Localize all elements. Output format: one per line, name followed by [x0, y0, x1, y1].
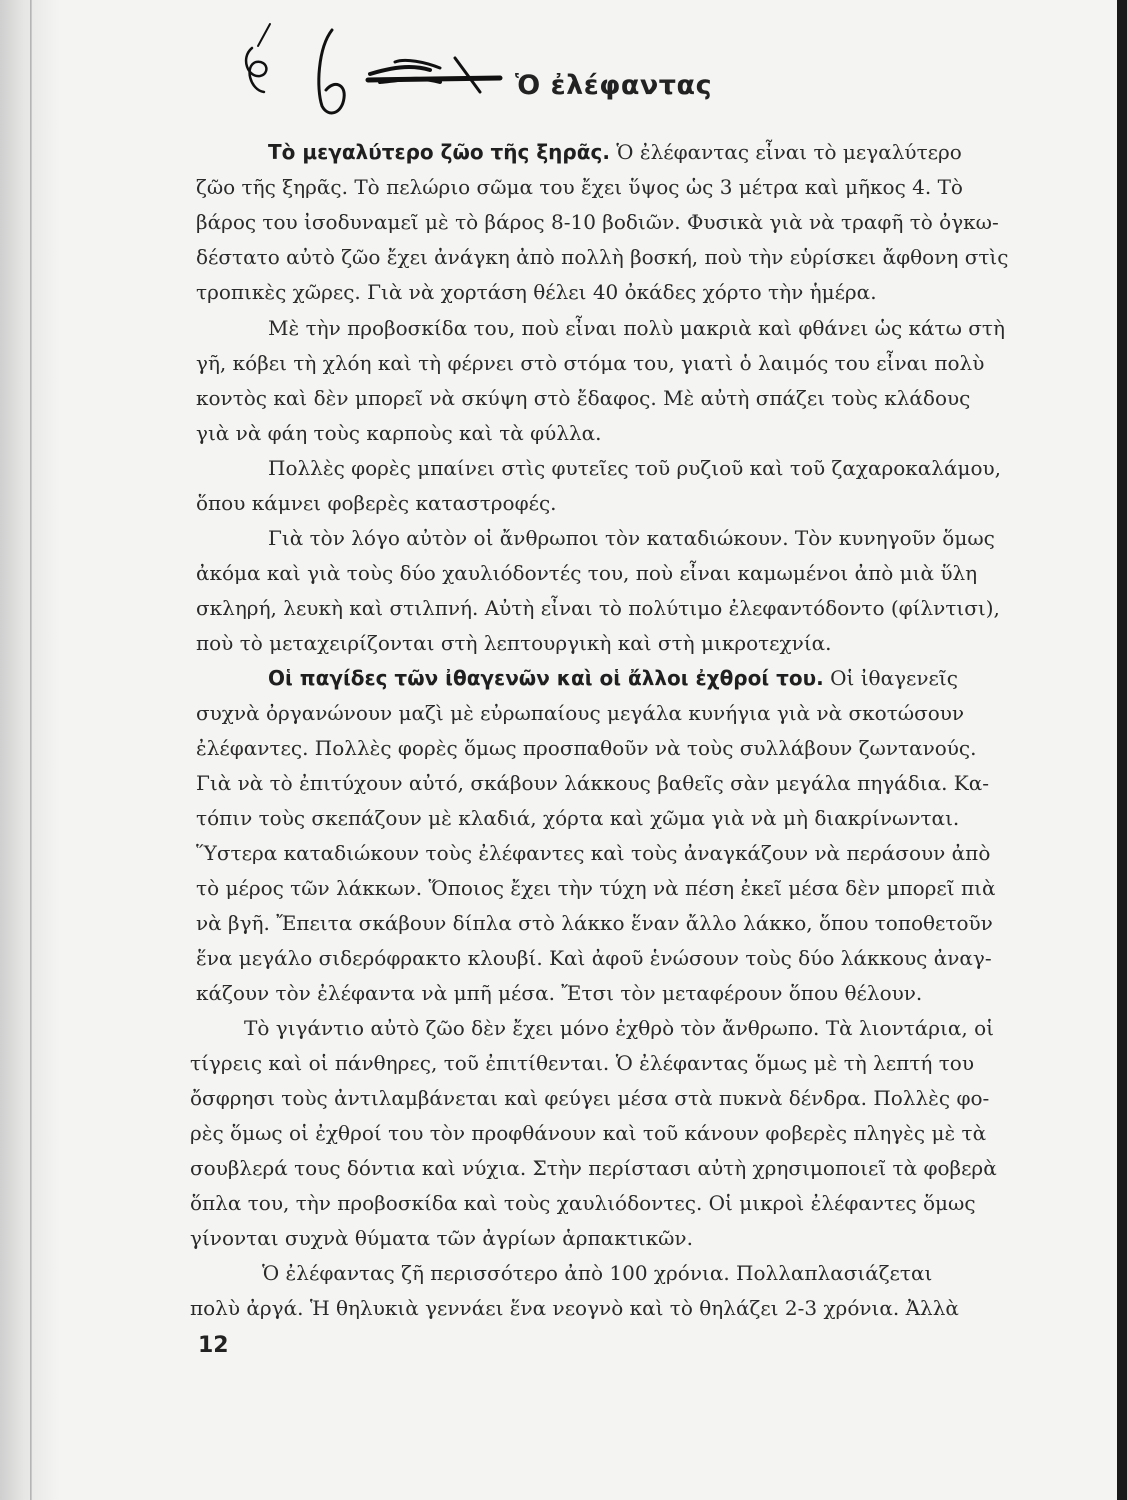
- text-line: ζῶο τῆς ξηρᾶς. Τὸ πελώριο σῶμα του ἔχει ὕψος ὡς 3 μέτρα καὶ μῆκος 4. Τὸ: [196, 175, 963, 199]
- text-line: γιὰ νὰ φάη τοὺς καρποὺς καὶ τὰ φύλλα.: [196, 421, 602, 445]
- text-line: νὰ βγῆ. Ἔπειτα σκάβουν δίπλα στὸ λάκκο ἕναν ἄλλο λάκκο, ὅπου τοποθετοῦν: [196, 911, 993, 935]
- text-line: γίνονται συχνὰ θύματα τῶν ἀγρίων ἁρπακτικῶν.: [190, 1226, 693, 1250]
- section-heading: Οἱ παγίδες τῶν ἰθαγενῶν καὶ οἱ ἄλλοι ἐχθροί του.: [268, 666, 824, 690]
- text-line: ὅπου κάμνει φοβερὲς καταστροφές.: [196, 491, 557, 515]
- text-line: τίγρεις καὶ οἱ πάνθηρες, τοῦ ἐπιτίθενται. Ὁ ἐλέφαντας ὅμως μὲ τὴ λεπτή του: [190, 1051, 974, 1075]
- text-line: ἕνα μεγάλο σιδερόφρακτο κλουβί. Καὶ ἀφοῦ ἑνώσουν τοὺς δύο λάκκους ἀναγ-: [196, 946, 992, 970]
- line-text: Ὁ ἐλέφαντας εἶναι τὸ μεγαλύτερο: [609, 140, 962, 164]
- section-heading: Τὸ μεγαλύτερο ζῶο τῆς ξηρᾶς.: [268, 140, 610, 164]
- text-line: ὅπλα του, τὴν προβοσκίδα καὶ τοὺς χαυλιόδοντες. Οἱ μικροὶ ἐλέφαντες ὅμως: [190, 1191, 976, 1215]
- text-line: [268, 142, 962, 162]
- text-line: τόπιν τοὺς σκεπάζουν μὲ κλαδιά, χόρτα καὶ χῶμα γιὰ νὰ μὴ διακρίνωνται.: [196, 806, 960, 830]
- text-line: ὄσφρησι τοὺς ἀντιλαμβάνεται καὶ φεύγει μέσα στὰ πυκνὰ δένδρα. Πολλὲς φο-: [190, 1086, 990, 1110]
- text-line: ρὲς ὅμως οἱ ἐχθροί του τὸν προφθάνουν καὶ τοῦ κάνουν φοβερὲς πληγὲς μὲ τὰ: [190, 1121, 987, 1145]
- text-line: κοντὸς καὶ δὲν μπορεῖ νὰ σκύψη στὸ ἔδαφος. Μὲ αὐτὴ σπάζει τοὺς κλάδους: [196, 386, 971, 410]
- text-line: συχνὰ ὀργανώνουν μαζὶ μὲ εὐρωπαίους μεγάλα κυνήγια γιὰ νὰ σκοτώσουν: [196, 701, 965, 725]
- text-line: βάρος του ἰσοδυναμεῖ μὲ τὸ βάρος 8-10 βοδιῶν. Φυσικὰ γιὰ νὰ τραφῆ τὸ ὀγκω-: [196, 210, 999, 234]
- text-line: σουβλερά τους δόντια καὶ νύχια. Στὴν περίστασι αὐτὴ χρησιμοποιεῖ τὰ φοβερὰ: [190, 1156, 997, 1180]
- line-text: Οἱ ἰθαγενεῖς: [823, 666, 958, 690]
- text-line: τροπικὲς χῶρες. Γιὰ νὰ χορτάση θέλει 40 ὀκάδες χόρτο τὴν ἡμέρα.: [196, 280, 877, 304]
- text-line: τὸ μέρος τῶν λάκκων. Ὅποιος ἔχει τὴν τύχη νὰ πέση ἐκεῖ μέσα δὲν μπορεῖ πιὰ: [196, 876, 996, 900]
- page-number: 12: [198, 1333, 229, 1358]
- page-title: Ὁ ἐλέφαντας: [515, 70, 713, 101]
- text-line: [268, 668, 958, 688]
- text-line: πολὺ ἀργά. Ἡ θηλυκιὰ γεννάει ἕνα νεογνὸ καὶ τὸ θηλάζει 2-3 χρόνια. Ἀλλὰ: [190, 1296, 959, 1320]
- text-line: δέστατο αὐτὸ ζῶο ἔχει ἀνάγκη ἀπὸ πολλὴ βοσκή, ποὺ τὴν εὑρίσκει ἄφθονη στὶς: [196, 245, 1009, 269]
- text-line: σκληρή, λευκὴ καὶ στιλπνή. Αὐτὴ εἶναι τὸ πολύτιμο ἐλεφαντόδοντο (φίλντισι),: [196, 596, 1000, 620]
- handwritten-annotation: [230, 18, 510, 128]
- page-stack-edges: [30, 0, 71, 1500]
- text-line: Τὸ γιγάντιο αὐτὸ ζῶο δὲν ἔχει μόνο ἐχθρὸ τὸν ἄνθρωπο. Τὰ λιοντάρια, οἱ: [244, 1016, 994, 1040]
- text-line: Ὕστερα καταδιώκουν τοὺς ἐλέφαντες καὶ τοὺς ἀναγκάζουν νὰ περάσουν ἀπὸ: [196, 841, 991, 865]
- text-line: κάζουν τὸν ἐλέφαντα νὰ μπῆ μέσα. Ἔτσι τὸν μεταφέρουν ὅπου θέλουν.: [196, 981, 923, 1005]
- text-line: Γιὰ τὸν λόγο αὐτὸν οἱ ἄνθρωποι τὸν καταδιώκουν. Τὸν κυνηγοῦν ὅμως: [268, 526, 995, 550]
- text-line: ποὺ τὸ μεταχειρίζονται στὴ λεπτουργικὴ καὶ στὴ μικροτεχνία.: [196, 631, 832, 655]
- text-line: ἐλέφαντες. Πολλὲς φορὲς ὅμως προσπαθοῦν νὰ τοὺς συλλάβουν ζωντανούς.: [196, 736, 977, 760]
- text-line: Μὲ τὴν προβοσκίδα του, ποὺ εἶναι πολὺ μακριὰ καὶ φθάνει ὡς κάτω στὴ: [268, 316, 1005, 340]
- text-line: Γιὰ νὰ τὸ ἐπιτύχουν αὐτό, σκάβουν λάκκους βαθεῖς σὰν μεγάλα πηγάδια. Κα-: [196, 771, 989, 795]
- text-line: ἀκόμα καὶ γιὰ τοὺς δύο χαυλιόδοντές του, ποὺ εἶναι καμωμένοι ἀπὸ μιὰ ὕλη: [196, 561, 978, 585]
- scan-border: [1117, 0, 1127, 1500]
- text-line: Ὁ ἐλέφαντας ζῆ περισσότερο ἀπὸ 100 χρόνια. Πολλαπλασιάζεται: [262, 1261, 933, 1285]
- text-line: γῆ, κόβει τὴ χλόη καὶ τὴ φέρνει στὸ στόμα του, γιατὶ ὁ λαιμός του εἶναι πολὺ: [196, 351, 985, 375]
- text-line: Πολλὲς φορὲς μπαίνει στὶς φυτεῖες τοῦ ρυζιοῦ καὶ τοῦ ζαχαροκαλάμου,: [268, 456, 1002, 480]
